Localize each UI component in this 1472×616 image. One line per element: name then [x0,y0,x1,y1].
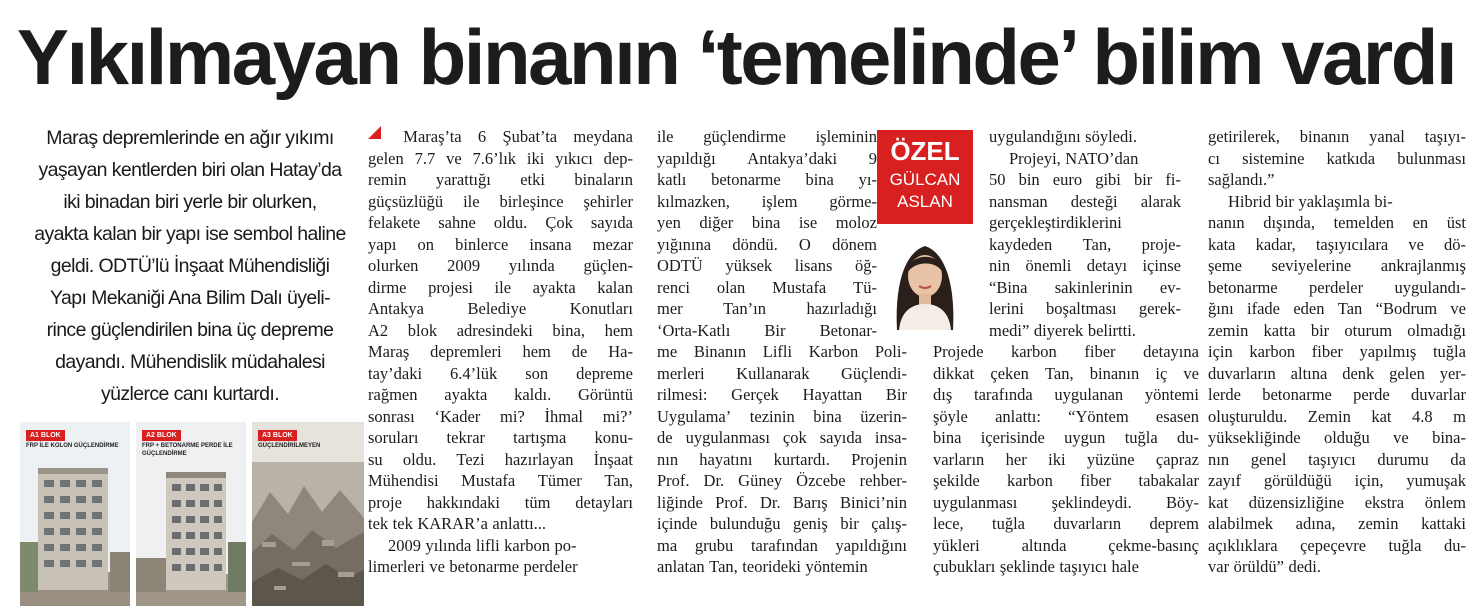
article-line: nın hayatını kurtardı. Projenin [657,449,907,469]
article-line: var örüldü” dedi. [1208,557,1322,576]
article-line: remin yarattığı etki binaların [368,170,633,189]
article-line: sağlandı.” [1208,170,1275,189]
lead-line: yüzlerce canı kurtardı. [100,383,280,405]
article-line: ODTÜ yüksek lisans öğ- [657,256,877,275]
article-line: zemin katta bir oturum olmadığı [1208,320,1466,340]
article-line: ‘Orta-Katlı Bir Betonar- [657,320,877,340]
article-column-2 [657,126,907,616]
article-line: alabilmek adına, zemin kattaki [1208,514,1466,533]
article-line: yüksekliğinde olduğu ve bina- [1208,428,1466,447]
article-line: çubukları şeklinde taşıyıcı hale [933,557,1139,576]
article-line: merleri Kullanarak Güçlendi- [657,363,907,383]
article-line: cı sistemine katkıda bulunması [1208,148,1466,168]
article-line: dikkat çeken Tan, binanın iç ve [933,363,1199,383]
lead-paragraph [20,122,360,410]
article-line: sonrası ‘Kader mi? İhmal mi?’ [368,406,633,426]
byline-author-first: GÜLCAN [889,170,961,189]
photo-a2-block [136,422,246,606]
article-line: gelen 7.7 ve 7.6’lık iki yıkıcı dep- [368,148,633,168]
lead-line: Maraş depremlerinde en ağır yıkımı [46,127,334,149]
article-line: soruları tekrar tartışma konu- [368,428,633,447]
article-line: rilmesi: Gerçek Hayattan Bir [657,385,907,404]
article-column-1 [368,126,633,616]
article-line: ile güçlendirme işleminin [657,127,877,146]
article-line: kılmazken, işlem görme- [657,191,877,211]
photo-badge: A1 BLOK [26,430,65,441]
article-line: mer Tan’ın hazırladığı [657,299,877,318]
article-line: 2009 yılında lifli karbon po- [388,535,577,555]
article-line: Uygulama’ tezinin bina üzerin- [657,406,907,426]
article-line: olurken 2009 yılında güçlen- [368,256,633,275]
photo-badge: A3 BLOK [258,430,297,441]
lead-line: yaşayan kentlerden biri olan Hatay’da [38,159,342,181]
article-line: açıklıklara çepeçevre tuğla du- [1208,535,1466,555]
article-line: Mühendisi Mustafa Tümer Tan, [368,471,633,490]
article-line: anlatan Tan, teorideki yöntemin [657,557,868,576]
article-line: “Bina sakinlerinin ev- [989,277,1181,297]
article-line: liğinde Prof. Dr. Barış Binici’nin [657,492,907,512]
article-line: betonarme perdeler uygulandı- [1208,277,1466,297]
byline-author-last: ASLAN [897,192,953,211]
article-line: A2 blok adresindeki bina, hem [368,320,633,340]
photo-a1-block [20,422,130,606]
article-line: tek tek KARAR’a anlattı... [368,514,547,533]
article-line: Hibrid bir yaklaşımla bi- [1228,191,1393,211]
photo-strip [20,422,364,606]
article-line: limerleri ve betonarme perdeler [368,557,578,576]
headline-part-2: bilim vardı [1073,13,1456,101]
byline-box [877,130,973,330]
lead-line: Yapı Mekaniği Ana Bilim Dalı üyeli- [50,287,330,309]
article-line: me Binanın Lifli Karbon Poli- [657,342,907,361]
article-line: yapıldığı Antakya’daki 9 [657,148,877,168]
article-column-4 [1208,126,1466,616]
article-line: yapı on binlerce insana mezar [368,234,633,254]
lead-line: ayakta kalan bir yapı ise sembol haline [34,223,346,245]
article-line: yığınına döndü. O dönem [657,234,877,254]
article-line: lerini boşaltması gerek- [989,299,1181,318]
article-line: oluşturuldu. Zemin kat 4.8 m [1208,406,1466,426]
article-line: uygulanması şeklindeydi. Böy- [933,492,1199,512]
article-line: şekilde karbon fiber tabakalar [933,471,1199,490]
photo-caption: GÜÇLENDİRİLMEYEN [258,443,321,449]
article-line: dirme projesi ile ayakta kalan [368,277,633,297]
article-line: renci olan Mustafa Tü- [657,277,877,297]
article-line: nın genel taşıyıcı durumu da [1208,449,1466,469]
article-line: felakete sahne oldu. Çok sayıda [368,213,633,232]
article-line: nin önemli detayı içinse [989,256,1181,275]
article-line: nanın dışında, temelden en üst [1208,213,1466,232]
article-line: de uygulanması çok sayıda insa- [657,428,907,447]
article-line: güçsüzlüğü ile birleşince şehirler [368,191,633,211]
photo-badge: A2 BLOK [142,430,181,441]
article-line: duvarların altına denk gelen yer- [1208,363,1466,383]
lead-line: dayandı. Mühendislik müdahalesi [55,351,325,373]
article-line: Prof. Dr. Güney Özcebe rehber- [657,471,907,490]
article-line: kata kadar, taşıyıcılara ve dö- [1208,234,1466,254]
article-line: Maraş’ta 6 Şubat’ta meydana [368,126,633,148]
photo-a3-block [252,422,364,606]
article-line: Maraş depremleri hem de Ha- [368,342,633,361]
headline-part-1: Yıkılmayan binanın [16,13,698,101]
article-line: bina içerisinde uygun tuğla du- [933,428,1199,447]
article-line: proje hakkındaki tüm detayları [368,492,633,512]
article-line: yükleri altında çekme-basınç [933,535,1199,555]
article-line: yen diğer bina ise moloz [657,213,877,232]
article-line: gerçekleştirdiklerini [989,213,1122,232]
article-line: için karbon fiber yapılmış tuğla [1208,342,1466,361]
byline-kicker: ÖZEL [890,136,960,166]
article-line: Antakya Belediye Konutları [368,299,633,318]
article-line: rağmen ayakta kaldı. Görüntü [368,385,633,404]
article-line: nansman desteği alarak [989,191,1181,211]
article-line: getirilerek, binanın yanal taşıyı- [1208,127,1466,146]
photo-caption: FRP + BETONARME PERDE İLE GÜÇLENDİRME [142,443,233,457]
lead-line: geldi. ODTÜ’lü İnşaat Mühendisliği [50,255,330,277]
article-line: Projeyi, NATO’dan [1009,148,1139,168]
article-line: kat düzensizliğine ekstra önlem [1208,492,1466,512]
lead-line: iki binadan biri yerle bir olurken, [63,191,317,213]
article-line: şöyle anlattı: “Yöntem esasen [933,406,1199,426]
lead-line: rince güçlendirilen bina üç depreme [46,319,334,341]
article-line: lece, tuğla duvarların deprem [933,514,1199,533]
article-line: su oldu. Tezi hazırlayan İnşaat [368,449,633,469]
article-line: lerde betonarme perde duvarlar [1208,385,1466,404]
article-line: içinde bulunduğu geniş bir çalış- [657,514,907,533]
article-line: ğını ifade eden Tan “Bodrum ve [1208,299,1466,318]
article-line: zayıf görüldüğü için, yumuşak [1208,471,1466,490]
article-line: ma grubu tarafından yapıldığını [657,535,907,555]
author-portrait [877,224,973,330]
article-line: tay’daki 6.4’lük son depreme [368,363,633,383]
headline [0,2,1472,114]
headline-emphasis: ‘temelinde’ [697,13,1074,101]
photo-caption: FRP İLE KOLON GÜÇLENDİRME [26,443,119,449]
article-line: katlı betonarme bina yı- [657,170,877,189]
article-start-marker-icon [368,126,381,139]
article-line: uygulandığını söyledi. [989,127,1137,146]
article-line: şeme seviyelerine ankrajlanmış [1208,256,1466,275]
article-line: dış tarafında uygulanan yöntemi [933,385,1199,404]
article-line: medi” diyerek belirtti. [989,320,1136,340]
article-line: 50 bin euro gibi bir fi- [989,170,1181,189]
article-line: kaydeden Tan, proje- [989,234,1181,254]
article-line: Projede karbon fiber detayına [933,342,1199,361]
article-line: varların her iki yüzüne çapraz [933,449,1199,469]
